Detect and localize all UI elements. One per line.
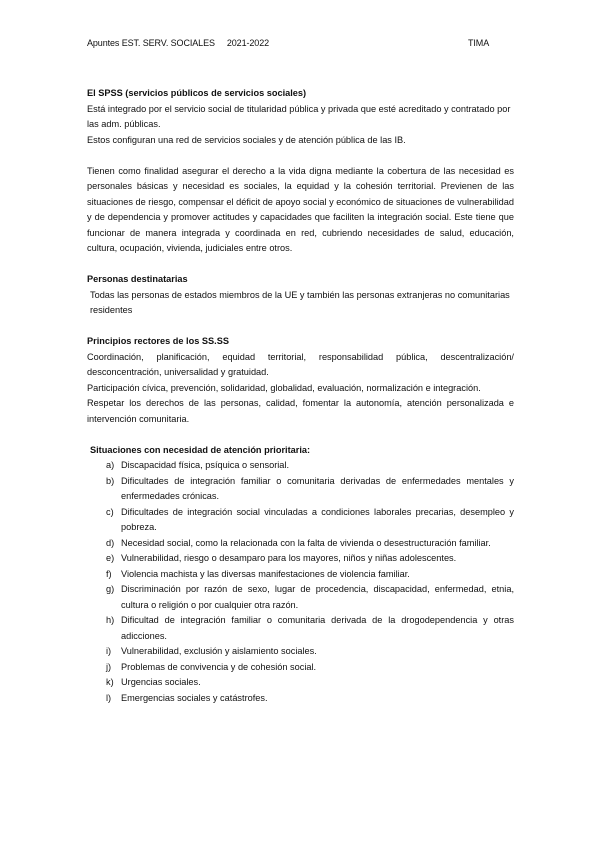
section-title-principios: Principios rectores de los SS.SS	[87, 336, 229, 346]
section-title-destinatarias: Personas destinatarias	[87, 274, 188, 284]
list-item-marker: j)	[106, 661, 112, 672]
list-item	[87, 644, 514, 660]
principios-paragraph-2: Participación cívica, prevención, solidaridad, globalidad, evaluación, normalización e integración.	[87, 382, 481, 393]
list-item-text: Urgencias sociales.	[121, 677, 201, 687]
list-item-text: Necesidad social, como la relacionada con la falta de vivienda o desestructuración familiar.	[121, 537, 491, 548]
list-item-marker: b)	[106, 475, 115, 486]
list-item-text: Discriminación por razón de sexo, lugar de procedencia, discapacidad, enfermedad, etnia, cultura o religión o por cualquier otra razón.	[121, 584, 514, 610]
finalidad-paragraph: Tienen como finalidad asegurar el derecho a la vida digna mediante la cobertura de las necesidad es personales básicas y necesidad es sociales, la equidad y la cohesión territorial. Previenen de las situaciones de riesgo, compensar el déficit de apoyo social y económico de situaciones de vulnerabilidad y de dependencia y promover actitudes y capacidades que faciliten la integración social. Este tiene que funcionar de manera integrada y coordinada en red, cubriendo necesidades de salud, educación, cultura, ocupación, vivienda, judiciales entre otros.	[87, 165, 514, 253]
situaciones-list	[87, 458, 514, 706]
list-item-text: Dificultad de integración familiar o comunitaria derivada de la drogodependencia y otras adicciones.	[121, 615, 514, 641]
principios-paragraph-3: Respetar los derechos de las personas, calidad, fomentar la autonomía, atención personalizada e intervención comunitaria.	[87, 398, 514, 424]
list-item	[87, 675, 514, 691]
destinatarias-paragraph: Todas las personas de estados miembros de la UE y también las personas extranjeras no comunitarias residentes	[90, 289, 510, 315]
section-principios	[87, 334, 514, 427]
section-finalidad	[87, 164, 514, 257]
section-situaciones	[87, 443, 514, 707]
list-item-marker: k)	[106, 677, 114, 687]
list-item-text: Vulnerabilidad, exclusión y aislamiento sociales.	[121, 646, 317, 656]
header-course: Apuntes EST. SERV. SOCIALES 2021-2022	[87, 38, 270, 48]
document-body	[87, 86, 514, 722]
list-item-marker: i)	[106, 646, 112, 656]
list-item	[87, 613, 514, 644]
section-title-spss: El SPSS (servicios públicos de servicios sociales)	[87, 88, 307, 98]
list-item-text: Violencia machista y las diversas manifestaciones de violencia familiar.	[121, 568, 410, 579]
spss-paragraph-2: Estos configuran una red de servicios sociales y de atención pública de las IB.	[87, 134, 406, 145]
list-item-marker: f)	[106, 568, 112, 579]
list-item-marker: d)	[106, 537, 115, 548]
list-item-marker: l)	[106, 692, 112, 703]
list-item-text: Emergencias sociales y catástrofes.	[121, 692, 268, 703]
list-item	[87, 505, 514, 536]
list-item-text: Discapacidad física, psíquica o sensorial.	[121, 460, 290, 470]
list-item-marker: e)	[106, 553, 115, 563]
list-item-text: Dificultades de integración social vinculadas a condiciones laborales precarias, desempleo y pobreza.	[121, 506, 514, 532]
list-item-text: Vulnerabilidad, riesgo o desamparo para los mayores, niños y niñas adolescentes.	[121, 553, 457, 563]
section-spss	[87, 86, 514, 148]
list-item	[87, 458, 514, 474]
list-item-marker: c)	[106, 506, 114, 517]
list-item-text: Dificultades de integración familiar o comunitaria derivadas de enfermedades mentales y enfermedades crónicas.	[121, 475, 514, 501]
list-item-marker: g)	[106, 584, 115, 594]
list-item	[87, 582, 514, 613]
list-item	[87, 551, 514, 567]
list-item	[87, 691, 514, 707]
section-title-situaciones: Situaciones con necesidad de atención prioritaria:	[90, 444, 311, 455]
principios-paragraph-1: Coordinación, planificación, equidad territorial, responsabilidad pública, descentralización/ desconcentración, universalidad y gratuidad.	[87, 351, 514, 377]
header-author: TIMA	[468, 38, 490, 48]
spss-paragraph-1: Está integrado por el servicio social de titularidad pública y privada que esté acreditado y contratado por las adm. públicas.	[87, 103, 511, 129]
list-item	[87, 567, 514, 583]
list-item	[87, 660, 514, 676]
list-item-marker: a)	[106, 460, 115, 470]
list-item	[87, 474, 514, 505]
list-item	[87, 536, 514, 552]
list-item-marker: h)	[106, 615, 115, 625]
list-item-text: Problemas de convivencia y de cohesión social.	[121, 661, 317, 672]
section-destinatarias	[87, 272, 514, 319]
